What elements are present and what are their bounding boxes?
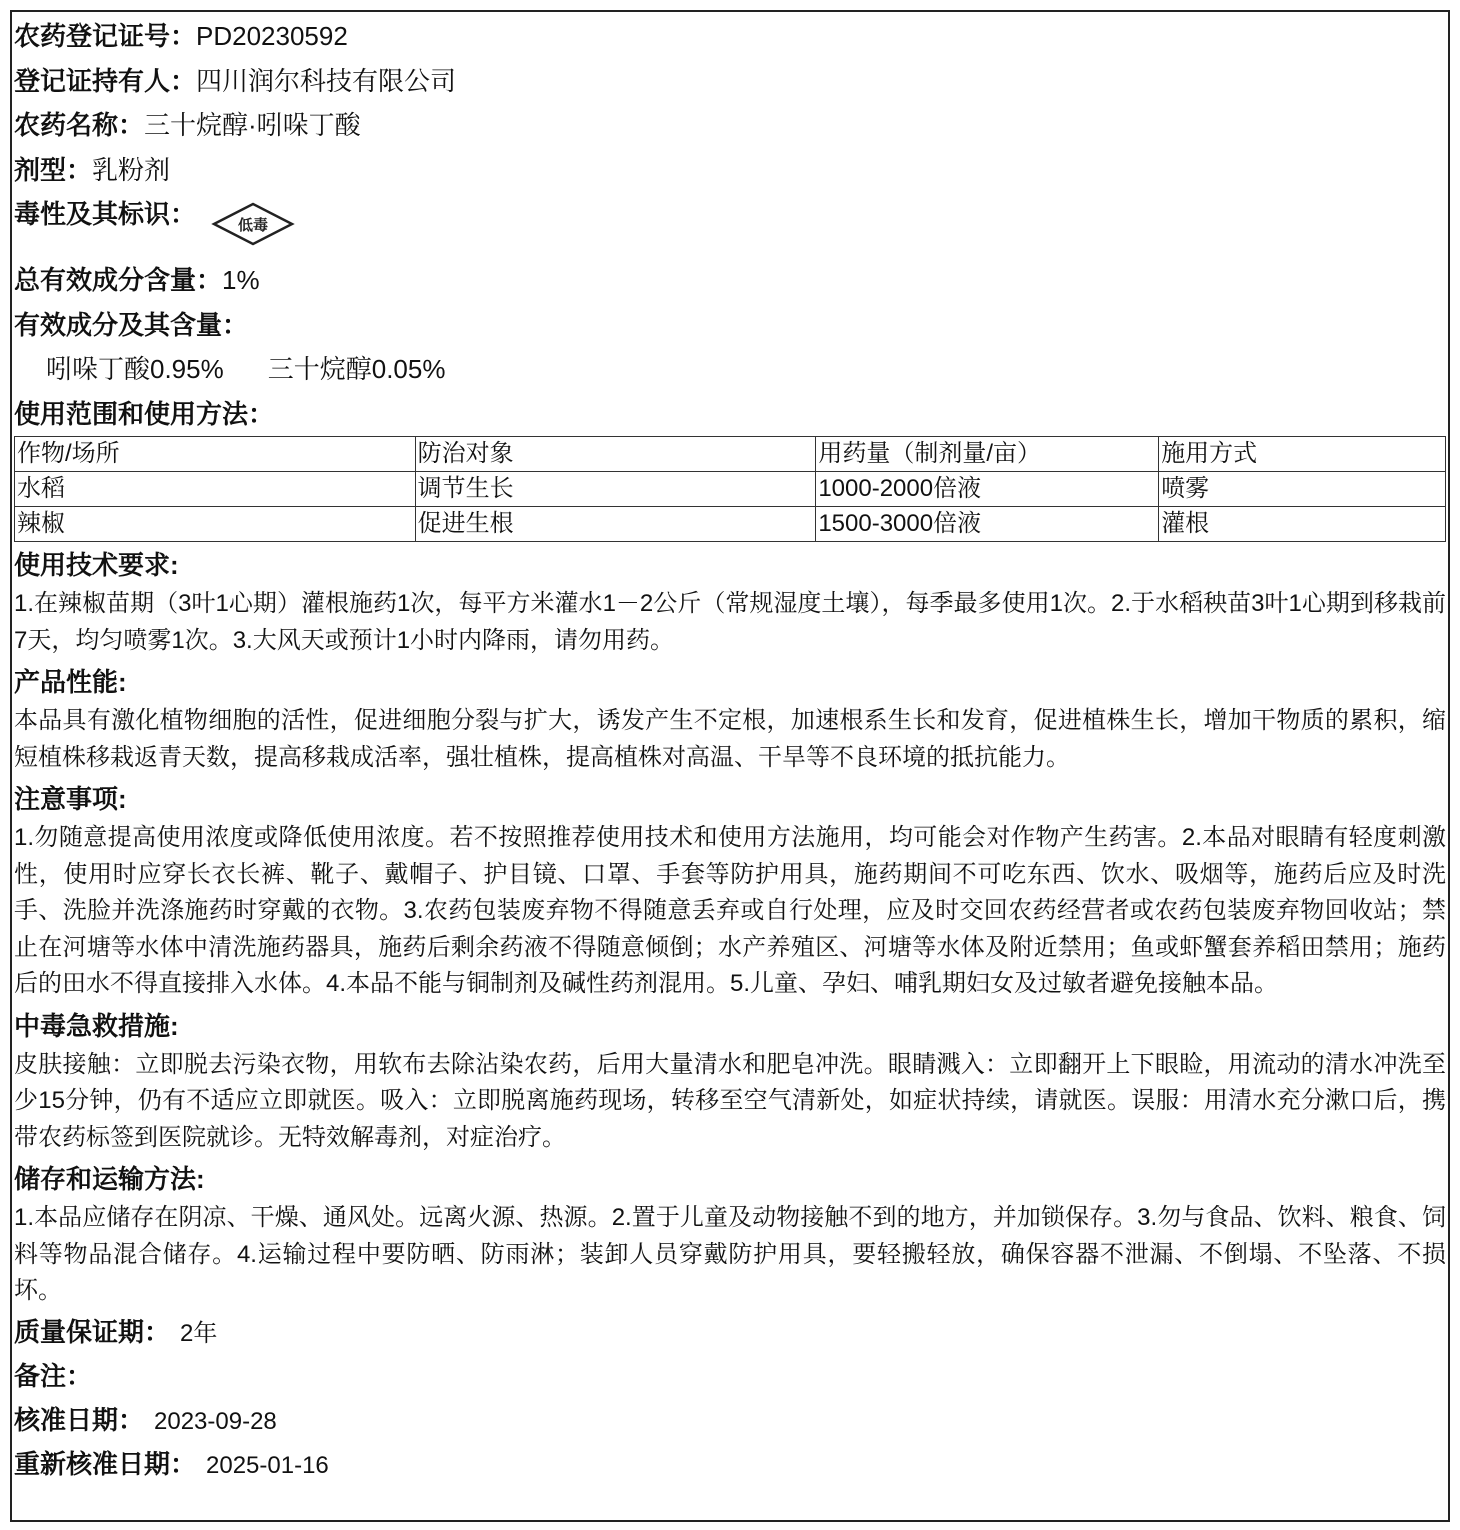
table-row: [15, 472, 1446, 507]
notes-text: 1.勿随意提高使用浓度或降低使用浓度。若不按照推荐使用技术和使用方法施用，均可能会对作物产生药害。2.本品对眼睛有轻度刺激性，使用时应穿长衣长裤、靴子、戴帽子、护目镜、口罩、手套等防护用具，施药期间不可吃东西、饮水、吸烟等，施药后应及时洗手、洗脸并洗涤施药时穿戴的衣物。3.农药包装废弃物不得随意丢弃或自行处理，应及时交回农药经营者或农药包装废弃物回收站；禁止在河塘等水体中清洗施药器具，施药后剩余药液不得随意倾倒；水产养殖区、河塘等水体及附近禁用；鱼或虾蟹套养稻田禁用；施药后的田水不得直接排入水体。4.本品不能与铜制剂及碱性药剂混用。5.儿童、孕妇、哺乳期妇女及过敏者避免接触本品。: [14, 824, 1446, 997]
table-header-cell: 施用方式: [1159, 437, 1446, 472]
performance-text: 本品具有激化植物细胞的活性，促进细胞分裂与扩大，诱发产生不定根，加速根系生长和发育，促进植株生长，增加干物质的累积，缩短植株移栽返青天数，提高移栽成活率，强壮植株，提高植株对高温、干旱等不良环境的抵抗能力。: [14, 707, 1446, 771]
table-header-cell: 防治对象: [415, 437, 816, 472]
registration-row: [14, 14, 1446, 59]
storage-text: 1.本品应储存在阴凉、干燥、通风处。远离火源、热源。2.置于儿童及动物接触不到的地方，并加锁保存。3.勿与食品、饮料、粮食、饲料等物品混合储存。4.运输过程中要防晒、防雨淋；装卸人员穿戴防护用具，要轻搬轻放，确保容器不泄漏、不倒塌、不坠落、不损坏。: [14, 1204, 1446, 1304]
toxicity-badge-text: 低毒: [238, 216, 269, 234]
storage-title: 储存和运输方法:: [14, 1164, 205, 1194]
remarks-label: 备注：: [14, 1360, 93, 1391]
tech-title: 使用技术要求:: [14, 550, 179, 580]
ingredient-item: 吲哚丁酸0.95%: [46, 354, 224, 384]
shelf-life-value: 2年: [180, 1319, 218, 1347]
holder-row: [14, 59, 1446, 104]
tech-text: 1.在辣椒苗期（3叶1心期）灌根施药1次，每平方米灌水1－2公斤（常规湿度土壤），每季最多使用1次。2.于水稻秧苗3叶1心期到移栽前7天，均匀喷雾1次。3.大风天或预计1小时内降雨，请勿用药。: [14, 590, 1446, 654]
remarks-row: [14, 1354, 1446, 1398]
table-cell: 灌根: [1159, 507, 1446, 542]
approval-date-value: 2023-09-28: [154, 1407, 277, 1435]
registration-value: PD20230592: [196, 21, 348, 51]
renewal-date-row: [14, 1442, 1446, 1486]
registration-label: 农药登记证号：: [14, 21, 197, 51]
table-cell: 促进生根: [415, 507, 816, 542]
notes-title: 注意事项:: [14, 784, 127, 814]
formulation-row: [14, 148, 1446, 193]
name-row: [14, 103, 1446, 148]
toxicity-row: [14, 192, 1446, 258]
total-content-value: 1%: [222, 265, 260, 295]
holder-label: 登记证持有人：: [14, 65, 197, 96]
performance-title: 产品性能:: [14, 667, 127, 697]
ingredients-list: [14, 347, 1446, 392]
shelf-life-label: 质量保证期：: [14, 1316, 171, 1347]
total-content-row: [14, 258, 1446, 303]
table-header-cell: 作物/场所: [15, 437, 416, 472]
ingredients-row: [14, 303, 1446, 348]
formulation-value: 乳粉剂: [92, 154, 171, 185]
table-cell: 辣椒: [15, 507, 416, 542]
firstaid-text: 皮肤接触：立即脱去污染衣物，用软布去除沾染农药，后用大量清水和肥皂冲洗。眼睛溅入：立即翻开上下眼睑，用流动的清水冲洗至少15分钟，仍有不适应立即就医。吸入：立即脱离施药现场，转移至空气清新处，如症状持续，请就医。误服：用清水充分漱口后，携带农药标签到医院就诊。无特效解毒剂，对症治疗。: [14, 1050, 1446, 1151]
toxicity-label: 毒性及其标识：: [14, 199, 197, 229]
holder-value: 四川润尔科技有限公司: [196, 65, 457, 96]
table-row: [15, 507, 1446, 542]
renewal-date-label: 重新核准日期：: [14, 1448, 197, 1479]
formulation-label: 剂型：: [14, 154, 93, 185]
table-header-row: [15, 437, 1446, 472]
total-content-label: 总有效成分含量：: [14, 265, 223, 295]
shelf-life-row: [14, 1310, 1446, 1354]
name-value: 三十烷醇·吲哚丁酸: [144, 110, 361, 140]
ingredient-item: 三十烷醇0.05%: [267, 354, 446, 384]
table-header-cell: 用药量（制剂量/亩）: [816, 437, 1159, 472]
low-toxicity-icon: [210, 200, 296, 248]
table-cell: 1000-2000倍液: [816, 472, 1159, 507]
firstaid-title: 中毒急救措施:: [14, 1010, 179, 1041]
name-label: 农药名称：: [14, 110, 145, 140]
ingredients-label: 有效成分及其含量：: [14, 309, 249, 340]
table-cell: 调节生长: [415, 472, 816, 507]
table-cell: 喷雾: [1159, 472, 1446, 507]
scope-label: 使用范围和使用方法：: [14, 398, 275, 429]
table-cell: 1500-3000倍液: [816, 507, 1159, 542]
approval-date-label: 核准日期：: [14, 1404, 145, 1435]
scope-table: [14, 436, 1446, 542]
table-cell: 水稻: [15, 472, 416, 507]
pesticide-label: [14, 14, 1446, 1486]
approval-date-row: [14, 1398, 1446, 1442]
scope-row: [14, 392, 1446, 437]
renewal-date-value: 2025-01-16: [206, 1451, 329, 1479]
